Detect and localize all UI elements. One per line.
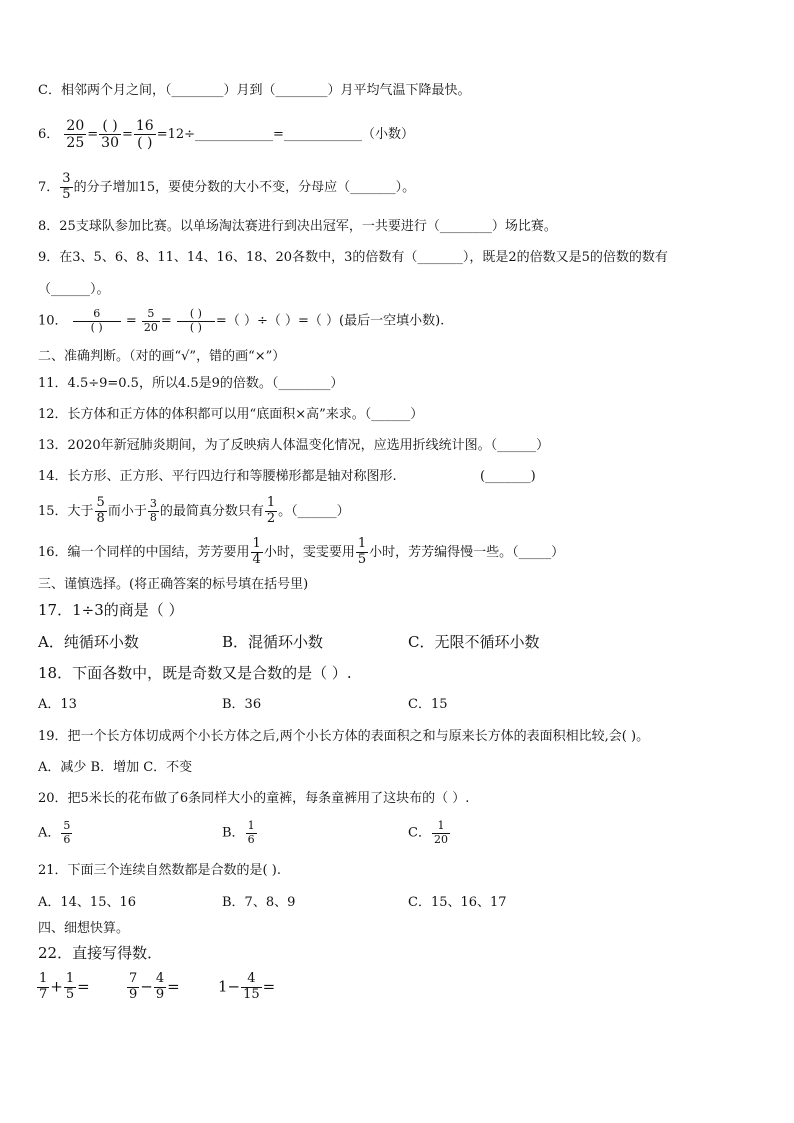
numerator: 3 — [62, 171, 71, 186]
section-3-heading: 三、谨慎选择。(将正确答案的标号填在括号里) — [38, 577, 309, 592]
question-18: 18．下面各数中，既是奇数又是合数的是（ ）. — [38, 664, 352, 682]
question-14-blank: (_______) — [480, 469, 536, 484]
q15-text-b: 而小于 — [107, 503, 147, 519]
question-6 — [38, 118, 414, 151]
numerator: 16 — [135, 118, 154, 134]
question-10 — [38, 308, 444, 334]
q15-fraction-1 — [95, 496, 107, 527]
calc-item-3 — [218, 972, 275, 1003]
prefix: 1− — [218, 977, 241, 996]
fraction — [64, 972, 76, 1003]
option-fraction — [61, 820, 72, 846]
question-7 — [38, 172, 415, 203]
denominator: 4 — [252, 551, 261, 567]
q6-fraction-3 — [134, 118, 156, 151]
q15-text-c: 的最简真分数只有 — [159, 503, 264, 519]
denominator: 20 — [433, 832, 448, 846]
numerator: 1 — [266, 495, 276, 510]
q21-option-c: C．15、16、17 — [408, 895, 507, 910]
equals: = — [262, 977, 276, 996]
numerator: 3 — [149, 497, 157, 511]
equals: = — [121, 127, 133, 143]
denominator: 7 — [39, 986, 48, 1002]
numerator: 5 — [96, 495, 105, 510]
q15-text-a: 15．大于 — [38, 503, 94, 519]
numerator: 5 — [63, 819, 71, 832]
question-20: 20．把5米长的花布做了6条同样大小的童裤，每条童裤用了这块布的（ ）. — [38, 791, 470, 806]
q17-option-c: C．无限不循环小数 — [408, 633, 540, 651]
numerator: 4 — [155, 971, 165, 986]
equals: = — [160, 313, 172, 329]
q6-fraction-2 — [99, 118, 121, 151]
denominator: ( ) — [189, 320, 202, 334]
option-letter: B． — [222, 825, 245, 841]
q20-option-c — [408, 820, 451, 846]
denominator: 9 — [129, 986, 138, 1002]
numerator: ( ) — [99, 118, 121, 135]
q18-option-b: B．36 — [222, 697, 262, 712]
numerator: 7 — [129, 971, 138, 986]
question-9: 9．在3、5、6、8、11、14、16、18、20各数中，3的倍数有（_______），既是2的倍数又是5的倍数的数有 — [38, 250, 668, 265]
question-8: 8．25支球队参加比赛。以单场淘汰赛进行到决出冠军，一共要进行（________）场比赛。 — [38, 219, 557, 234]
q10-fraction-1 — [73, 308, 121, 334]
q6-rest: =12÷____________=____________（小数） — [156, 127, 414, 143]
q21-option-b: B．7、8、9 — [222, 895, 296, 910]
question-15 — [38, 496, 350, 527]
numerator: 1 — [65, 971, 75, 986]
q17-option-b: B．混循环小数 — [222, 633, 324, 651]
numerator: 5 — [142, 308, 160, 322]
q7-rest: 的分子增加15，要使分数的大小不变，分母应（_______）。 — [73, 179, 416, 195]
denominator: 6 — [247, 832, 255, 846]
option-letter: A． — [38, 825, 61, 841]
question-16 — [38, 537, 564, 568]
question-21: 21．下面三个连续自然数都是合数的是( ). — [38, 863, 281, 878]
denominator: 5 — [62, 186, 71, 202]
numerator: ( ) — [177, 308, 215, 322]
option-fraction — [246, 820, 257, 846]
numerator: 4 — [241, 972, 262, 988]
denominator: 8 — [96, 510, 105, 526]
q16-text-a: 16．编一个同样的中国结，芳芳要用 — [38, 544, 250, 560]
question-12: 12．长方体和正方体的体积都可以用“底面积×高”来求。（______） — [38, 407, 424, 422]
operator: − — [140, 977, 153, 996]
question-c: C．相邻两个月之间，（________）月到（________）月平均气温下降最快。 — [38, 83, 471, 98]
denominator: 5 — [357, 551, 367, 567]
section-2-heading: 二、准确判断。（对的画“√”，错的画“×”） — [38, 349, 286, 364]
q20-option-a — [38, 820, 73, 846]
q16-text-c: 小时，芳芳编得慢一些。（_____） — [369, 544, 565, 560]
q16-fraction-2 — [356, 537, 368, 568]
numerator: 1 — [432, 820, 450, 834]
calc-item-1 — [36, 972, 90, 1003]
numerator: 1 — [247, 819, 255, 832]
question-11: 11．4.5÷9=0.5，所以4.5是9的倍数。（________） — [38, 376, 344, 391]
denominator: 2 — [266, 510, 276, 526]
question-14: 14．长方形、正方形、平行四边行和等腰梯形都是轴对称图形. — [38, 469, 397, 484]
question-22: 22．直接写得数． — [38, 944, 163, 962]
equals: = — [77, 977, 90, 996]
denominator: 6 — [63, 832, 71, 846]
question-19: 19．把一个长方体切成两个小长方体之后,两个小长方体的表面积之和与原来长方体的表面积相比较,会( )。 — [38, 729, 650, 744]
q18-option-a: A．13 — [38, 697, 77, 712]
question-9-continued: （______）。 — [38, 282, 110, 297]
fraction — [154, 972, 166, 1003]
denominator: 15 — [243, 986, 260, 1002]
q16-text-b: 小时，雯雯要用 — [263, 544, 355, 560]
numerator: 1 — [357, 536, 367, 551]
calc-item-2 — [126, 972, 180, 1003]
section-4-heading: 四、细想快算。 — [38, 921, 130, 936]
question-17: 17．1÷3的商是（ ） — [38, 601, 184, 619]
denominator: 30 — [101, 135, 119, 152]
equals: = — [125, 313, 137, 329]
q19-options: A．减少 B．增加 C．不变 — [38, 760, 193, 775]
q7-fraction — [60, 172, 72, 203]
option-fraction — [432, 820, 450, 846]
denominator: 5 — [65, 986, 75, 1002]
numerator: 1 — [39, 971, 48, 986]
denominator: ( ) — [90, 320, 103, 334]
numerator: 6 — [73, 308, 121, 322]
q10-number: 10． — [38, 313, 68, 329]
numerator: 1 — [252, 536, 261, 551]
q7-number: 7． — [38, 179, 60, 195]
q10-fraction-2 — [142, 308, 160, 334]
fraction — [127, 972, 139, 1003]
denominator: 20 — [143, 320, 158, 334]
q15-text-d: 。（______） — [278, 503, 350, 519]
denominator: 25 — [66, 135, 85, 152]
q6-fraction-1 — [64, 118, 86, 151]
denominator: 9 — [155, 986, 165, 1002]
denominator: 8 — [149, 510, 157, 524]
q16-fraction-1 — [251, 537, 263, 568]
q15-fraction-3 — [265, 496, 277, 527]
denominator: ( ) — [137, 135, 153, 152]
option-letter: C． — [408, 825, 431, 841]
equals: = — [87, 127, 99, 143]
q15-fraction-2 — [148, 498, 159, 524]
operator: + — [50, 977, 63, 996]
q20-option-b — [222, 820, 258, 846]
equals: = — [167, 977, 180, 996]
fraction — [37, 972, 49, 1003]
q10-fraction-3 — [177, 308, 215, 334]
q18-option-c: C．15 — [408, 697, 448, 712]
numerator: 20 — [66, 118, 85, 134]
q17-option-a: A．纯循环小数 — [38, 633, 139, 651]
fraction — [241, 972, 262, 1003]
q6-number: 6． — [38, 127, 60, 143]
question-13: 13．2020年新冠肺炎期间，为了反映病人体温变化情况，应选用折线统计图。（______） — [38, 438, 550, 453]
q10-rest: =（ ）÷（ ）=（ ）(最后一空填小数). — [215, 313, 445, 329]
q21-option-a: A．14、15、16 — [38, 895, 137, 910]
